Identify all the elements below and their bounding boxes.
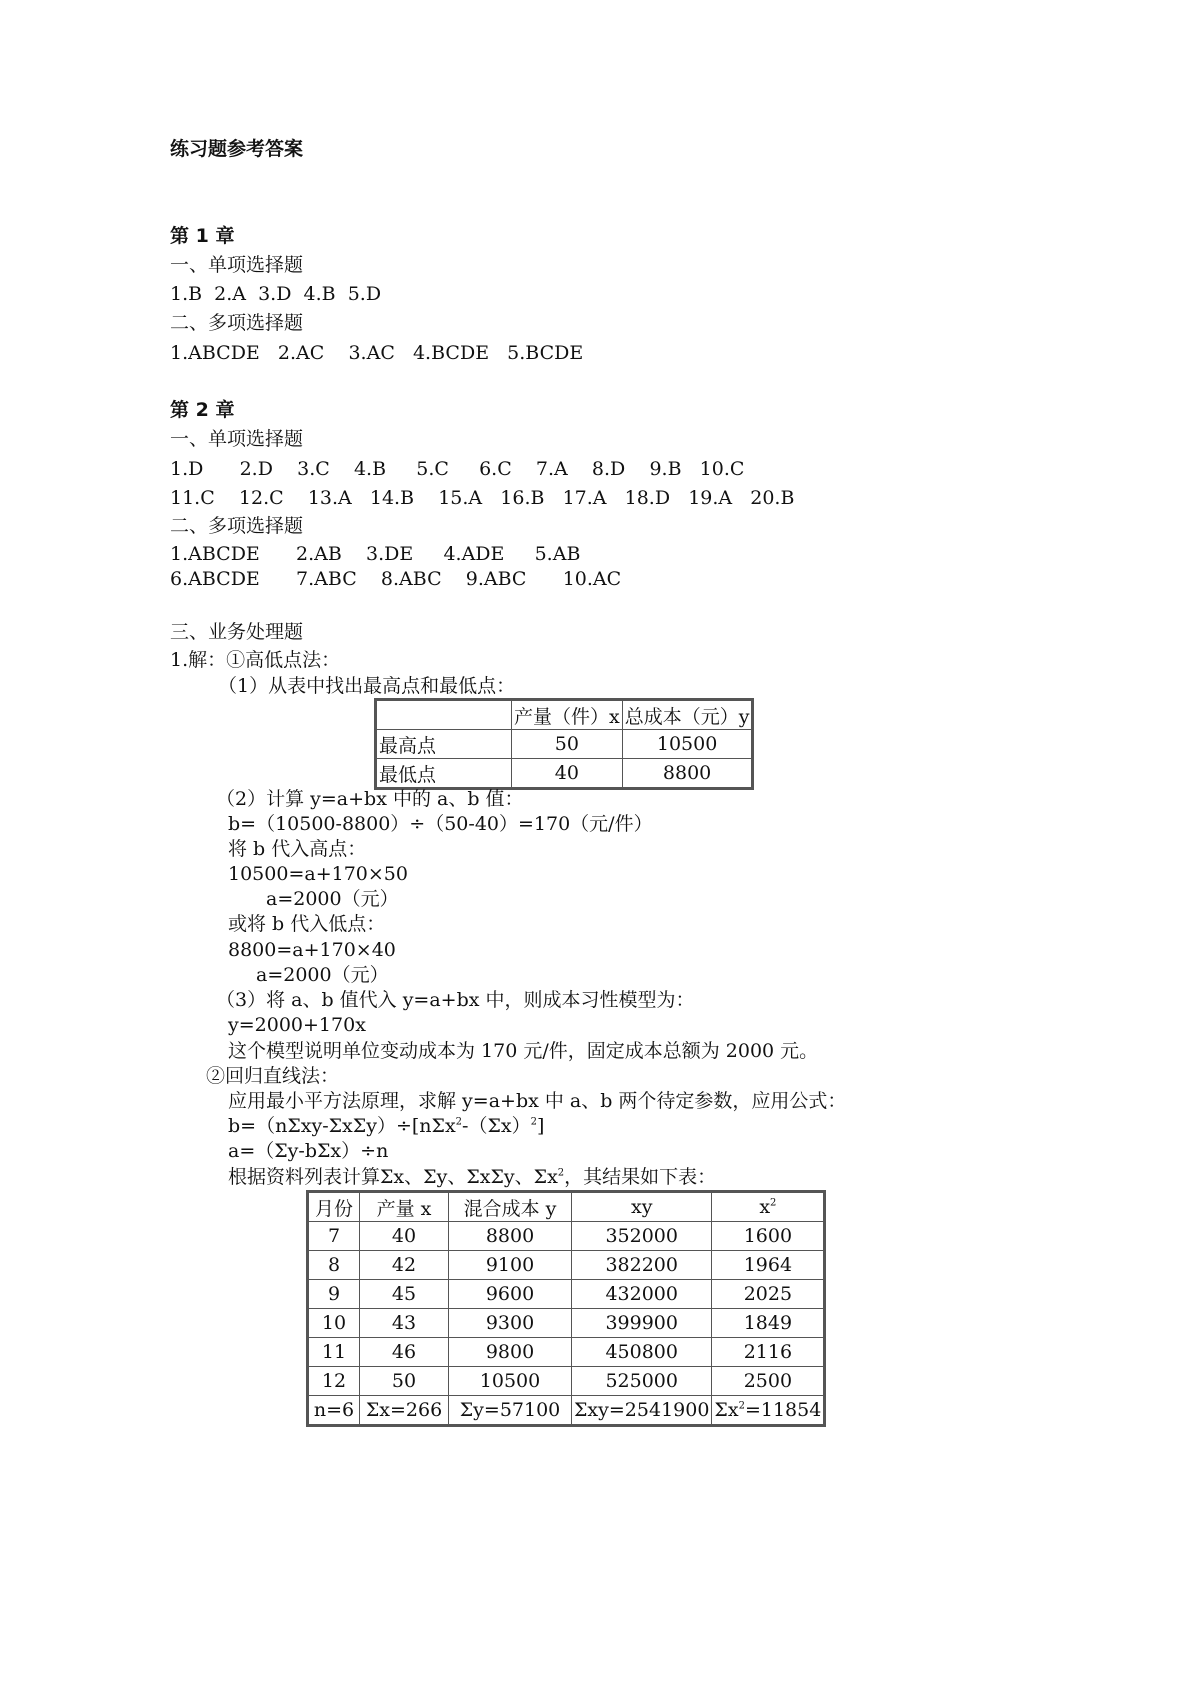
regression-description: 应用最小平方法原理，求解 y=a+bx 中 a、b 两个待定参数，应用公式： bbox=[228, 1090, 847, 1112]
step-3-text: （3）将 a、b 值代入 y=a+bx 中，则成本习性模型为： bbox=[216, 989, 695, 1011]
table-cell: 8 bbox=[308, 1251, 360, 1280]
table-cell: 10 bbox=[308, 1309, 360, 1338]
chapter-2-heading: 第 2 章 bbox=[170, 399, 235, 421]
q1-intro: 1.解：①高低点法： bbox=[170, 649, 341, 671]
model-description: 这个模型说明单位变动成本为 170 元/件，固定成本总额为 2000 元。 bbox=[228, 1040, 819, 1062]
header-cell bbox=[376, 700, 512, 730]
table-cell: 50 bbox=[512, 730, 623, 759]
table-cell: 1849 bbox=[712, 1309, 825, 1338]
high-low-table bbox=[374, 698, 754, 790]
table-cell: 46 bbox=[360, 1338, 449, 1367]
table-cell: 2500 bbox=[712, 1367, 825, 1396]
table-cell: 最低点 bbox=[376, 759, 512, 789]
table-cell: Σx=266 bbox=[360, 1396, 449, 1426]
a-formula: a=（Σy-bΣx）÷n bbox=[228, 1140, 389, 1162]
table-cell: 42 bbox=[360, 1251, 449, 1280]
table-cell: 10500 bbox=[622, 730, 753, 759]
table-row bbox=[376, 730, 753, 759]
ch2-single-answers-row-2: 11.C 12.C 13.A 14.B 15.A 16.B 17.A 18.D 19.A 20.B bbox=[170, 487, 795, 509]
header-cell: 混合成本 y bbox=[449, 1192, 572, 1222]
ch2-single-choice-label: 一、单项选择题 bbox=[170, 428, 304, 450]
table-row bbox=[308, 1309, 825, 1338]
table-cell: 2025 bbox=[712, 1280, 825, 1309]
table-cell: 9300 bbox=[449, 1309, 572, 1338]
substitute-low-label: 或将 b 代入低点： bbox=[228, 913, 386, 935]
regression-label: ②回归直线法： bbox=[206, 1065, 340, 1087]
regression-table bbox=[306, 1190, 826, 1427]
ch2-multi-answers-row-1: 1.ABCDE 2.AB 3.DE 4.ADE 5.AB bbox=[170, 543, 581, 565]
table-cell: 8800 bbox=[449, 1222, 572, 1251]
table-cell: 45 bbox=[360, 1280, 449, 1309]
table-cell: 最高点 bbox=[376, 730, 512, 759]
table-cell: 9800 bbox=[449, 1338, 572, 1367]
table-row bbox=[308, 1338, 825, 1367]
chapter-1-heading: 第 1 章 bbox=[170, 225, 235, 247]
a-result-low: a=2000（元） bbox=[256, 964, 389, 986]
table-cell: 525000 bbox=[572, 1367, 712, 1396]
table-cell: 399900 bbox=[572, 1309, 712, 1338]
equation-high: 10500=a+170×50 bbox=[228, 863, 408, 885]
table-cell: $\Sigma x^2=11854$ bbox=[712, 1396, 825, 1426]
table-row bbox=[308, 1367, 825, 1396]
equation-low: 8800=a+170×40 bbox=[228, 939, 396, 961]
substitute-high-label: 将 b 代入高点： bbox=[228, 838, 367, 860]
b-formula: $b=(n\Sigma xy-\Sigma x\Sigma y)\div[n\Sigma x^2-(\Sigma x)^2]$ bbox=[228, 1115, 545, 1137]
table-cell: 1964 bbox=[712, 1251, 825, 1280]
table-cell: n=6 bbox=[308, 1396, 360, 1426]
step-1-text: （1）从表中找出最高点和最低点： bbox=[218, 675, 516, 697]
table-cell: 40 bbox=[360, 1222, 449, 1251]
totals-row bbox=[308, 1396, 825, 1426]
table-row bbox=[376, 759, 753, 789]
table-row bbox=[308, 1222, 825, 1251]
table-cell: 43 bbox=[360, 1309, 449, 1338]
ch2-multi-choice-label: 二、多项选择题 bbox=[170, 515, 304, 537]
ch1-multi-choice-answers: 1.ABCDE 2.AC 3.AC 4.BCDE 5.BCDE bbox=[170, 342, 584, 364]
header-cell: 月份 bbox=[308, 1192, 360, 1222]
table-cell: 10500 bbox=[449, 1367, 572, 1396]
ch1-single-choice-label: 一、单项选择题 bbox=[170, 254, 304, 276]
ch2-practice-label: 三、业务处理题 bbox=[170, 621, 304, 643]
header-cell: 总成本（元）y bbox=[622, 700, 753, 730]
table-cell: 40 bbox=[512, 759, 623, 789]
b-calculation: b=（10500-8800）÷（50-40）=170（元/件） bbox=[228, 813, 653, 835]
table-cell: 8800 bbox=[622, 759, 753, 789]
table-cell: 1600 bbox=[712, 1222, 825, 1251]
ch2-single-answers-row-1: 1.D 2.D 3.C 4.B 5.C 6.C 7.A 8.D 9.B 10.C bbox=[170, 458, 745, 480]
header-cell: $x^2$ bbox=[712, 1192, 825, 1222]
calc-description: 根据资料列表计算Σx、Σy、ΣxΣy、$\Sigma x^2$，其结果如下表： bbox=[228, 1166, 717, 1188]
table-cell: 7 bbox=[308, 1222, 360, 1251]
table-cell: 12 bbox=[308, 1367, 360, 1396]
header-cell: xy bbox=[572, 1192, 712, 1222]
table-cell: 382200 bbox=[572, 1251, 712, 1280]
table-row bbox=[376, 700, 753, 730]
cost-model: y=2000+170x bbox=[228, 1014, 366, 1036]
header-cell: 产量（件）x bbox=[512, 700, 623, 730]
table-cell: 2116 bbox=[712, 1338, 825, 1367]
header-cell: 产量 x bbox=[360, 1192, 449, 1222]
table-cell: 352000 bbox=[572, 1222, 712, 1251]
table-cell: Σxy=2541900 bbox=[572, 1396, 712, 1426]
table-cell: 432000 bbox=[572, 1280, 712, 1309]
table-cell: 450800 bbox=[572, 1338, 712, 1367]
table-cell: 9 bbox=[308, 1280, 360, 1309]
page-title: 练习题参考答案 bbox=[170, 138, 304, 160]
a-result-high: a=2000（元） bbox=[266, 888, 399, 910]
table-row bbox=[308, 1192, 825, 1222]
step-2-text: （2）计算 y=a+bx 中的 a、b 值： bbox=[216, 788, 524, 810]
ch1-single-choice-answers: 1.B 2.A 3.D 4.B 5.D bbox=[170, 283, 382, 305]
table-cell: Σy=57100 bbox=[449, 1396, 572, 1426]
table-cell: 11 bbox=[308, 1338, 360, 1367]
ch2-multi-answers-row-2: 6.ABCDE 7.ABC 8.ABC 9.ABC 10.AC bbox=[170, 568, 622, 590]
table-cell: 9600 bbox=[449, 1280, 572, 1309]
table-row bbox=[308, 1251, 825, 1280]
table-cell: 9100 bbox=[449, 1251, 572, 1280]
ch1-multi-choice-label: 二、多项选择题 bbox=[170, 312, 304, 334]
table-cell: 50 bbox=[360, 1367, 449, 1396]
table-row bbox=[308, 1280, 825, 1309]
